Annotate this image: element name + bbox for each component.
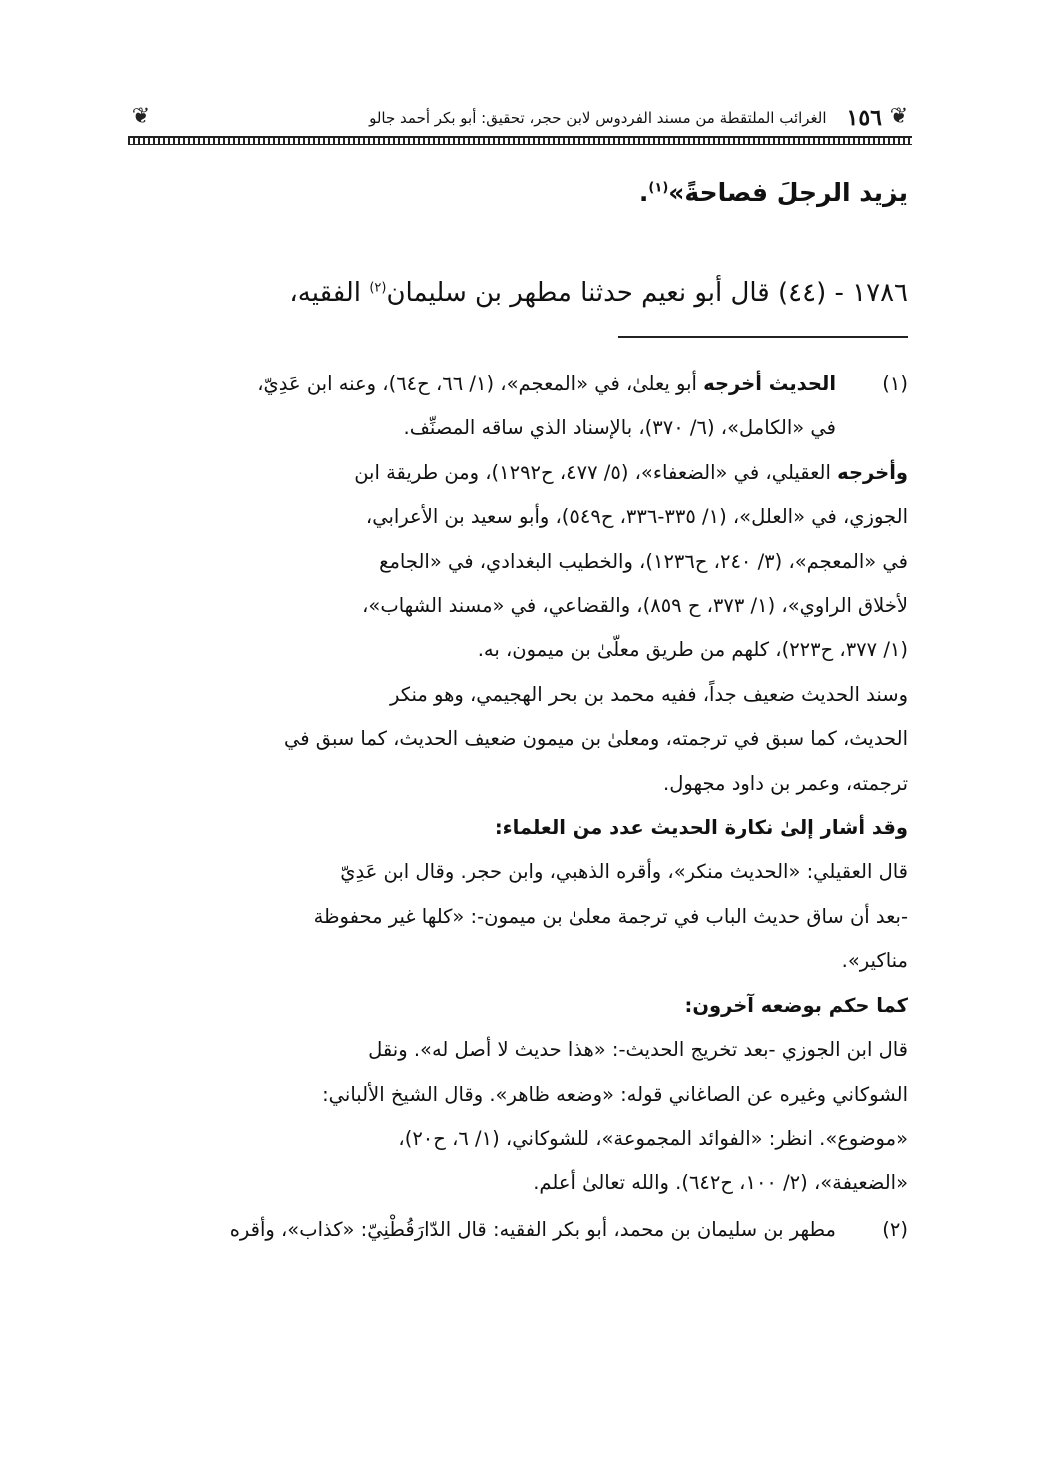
footnote-line-text: (١/ ٣٧٧، ح٢٢٣)، كلهم من طريق معلّىٰ بن ميمون، به. [477,638,908,662]
footnote-line [128,540,908,584]
footnote-line-text: في «الكامل»، (٦/ ٣٧٠)، بالإسناد الذي ساقه المصنِّف. [403,416,836,440]
header-ornament-right-icon: ❦ [889,104,909,129]
footnote-line [128,406,836,450]
footnote-text [128,1208,836,1252]
footnote-line-text: مناكير». [841,949,908,973]
header-row [128,100,912,136]
footnote-line [128,762,908,806]
footnote-lead-text: الحديث أخرجه [703,372,836,395]
footnote-line-text: «الضعيفة»، (٢/ ١٠٠، ح٦٤٢). والله تعالىٰ أعلم. [533,1171,908,1195]
header-title: الغرائب الملتقطة من مسند الفردوس لابن حجر، تحقيق: أبو بكر أحمد جالو [369,109,827,127]
header-ornament-left-icon: ❦ [131,104,151,129]
footnote-line [128,362,836,406]
footnote-line-text: الحديث، كما سبق في ترجمته، ومعلىٰ بن ميمون ضعيف الحديث، كما سبق في [283,727,908,751]
footnote-line-text: أبو يعلىٰ، في «المعجم»، (١/ ٦٦، ح٦٤)، وعنه ابن عَدِيّ، [257,372,704,395]
main-text: ١٧٨٦ - (٤٤) قال أبو نعيم حدثنا مطهر بن سليمان [386,278,908,308]
footnote-line [128,1117,908,1161]
footnote-line-text: -بعد أن ساق حديث الباب في ترجمة معلىٰ بن ميمون-: «كلها غير محفوظة [313,904,908,928]
footnote-line [128,1208,836,1252]
footnote-ref: (٢) [369,280,387,296]
page-number: ١٥٦ [846,105,882,131]
footnote-1 [128,362,908,1206]
footnote-line [128,850,908,894]
main-text-line-2 [289,278,908,308]
footnote-line [128,451,908,495]
footnote-lead-text: وأخرجه [837,460,908,484]
footnote-marker: (١) [882,372,908,395]
header-rule [128,136,912,145]
main-text: يزيد الرجلَ فصاحةً» [668,178,908,207]
footnote-line [128,1028,908,1072]
main-text-end: الفقيه، [289,278,370,308]
footnote-line-text: ترجمته، وعمر بن داود مجهول. [663,771,908,795]
footnote-line [128,673,908,717]
footnote-line-text: مطهر بن سليمان بن محمد، أبو بكر الفقيه: قال الدّارَقُطْنِيّ: «كذاب»، وأقره [229,1218,836,1241]
footnote-lead-text: وقد أشار إلىٰ نكارة الحديث عدد من العلماء: [494,816,908,840]
footnote-line [128,895,908,939]
footnote-ref: (١) [648,180,669,196]
footnote-line-text: قال ابن الجوزي -بعد تخريج الحديث-: «هذا حديث لا أصل له». ونقل [368,1038,908,1062]
footnote-line [128,1161,908,1205]
footnote-2 [128,1208,908,1252]
main-text-line-1 [639,178,908,207]
footnote-line [128,1073,908,1117]
footnote-line [128,717,908,761]
footnote-line [128,628,908,672]
footnote-line [128,984,908,1028]
footnote-line [128,584,908,628]
footnote-lead-text: كما حكم بوضعه آخرون: [684,993,908,1017]
footnote-marker: (٢) [882,1218,908,1241]
footnote-separator [618,336,908,338]
footnote-text [128,362,908,1206]
footnote-line-text: الشوكاني وغيره عن الصاغاني قوله: «وضعه ظاهر». وقال الشيخ الألباني: [322,1082,908,1106]
footnote-line-text: «موضوع». انظر: «الفوائد المجموعة»، للشوكاني، (١/ ٦، ح٢٠)، [398,1126,908,1150]
footnote-line [128,939,908,983]
footnote-line-text: قال العقيلي: «الحديث منكر»، وأقره الذهبي، وابن حجر. وقال ابن عَدِيّ [340,860,908,884]
footnote-line-text: في «المعجم»، (٣/ ٢٤٠، ح١٢٣٦)، والخطيب البغدادي، في «الجامع [379,549,908,573]
main-text-end: . [638,178,649,207]
footnote-line [128,495,908,539]
footnote-line-text: لأخلاق الراوي»، (١/ ٣٧٣، ح ٨٥٩)، والقضاعي، في «مسند الشهاب»، [362,594,908,618]
running-header [128,100,912,144]
footnote-line-text: العقيلي، في «الضعفاء»، (٥/ ٤٧٧، ح١٢٩٢)، ومن طريقة ابن [354,460,838,484]
footnote-line [128,806,908,850]
footnote-line-text: الجوزي، في «العلل»، (١/ ٣٣٥-٣٣٦، ح٥٤٩)، وأبو سعيد بن الأعرابي، [365,505,908,529]
footnote-line-text: وسند الحديث ضعيف جداً، ففيه محمد بن بحر الهجيمي، وهو منكر [389,682,908,706]
